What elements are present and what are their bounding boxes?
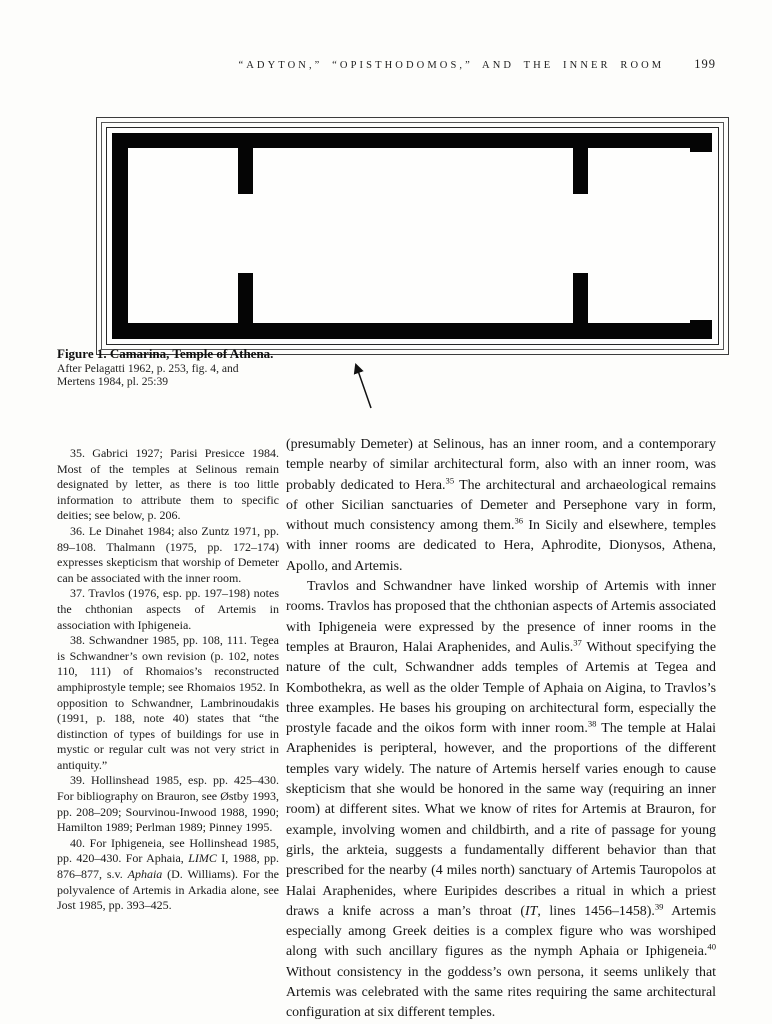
body-paragraph [286, 435, 716, 577]
text-run: 38. Schwandner 1985, pp. 108, 111. Tegea is Schwandner’s own revision (p. 102, notes 110, 111) of Rhomaios’s reconstructed amphiprostyle temple; see Rhomaios 1952. In opposition to Schwandner, Lambrinoudakis (1991, p. 188, note 40) states that “the distinction of types of buildings for use in mystic or regular cult was not very strict in antiquity.” [57, 633, 279, 772]
italic-text: Aphaia [127, 867, 163, 882]
plan-border-middle [101, 122, 724, 350]
text-run: The temple at Halai Araphenides is peripteral, however, and the proportions of the different temples vary widely. The nature of Artemis herself varies enough to cause skepticism that she would be honored in the same way (requiring an inner room) at different sites. What we know of rites for Artemis at Brauron, for example, involving women and childbirth, and a rite of passage for young girls, the arkteia, suggests a fundamentally different behavior than that prescribed for the nearby (4 miles north) sanctuary of Artemis Tauropolos at Halai Araphenides, where Euripides describes a ritual in which a priest draws a knife across a man’s throat ( [286, 721, 716, 919]
footnote [57, 524, 279, 586]
footnote [57, 773, 279, 835]
plan-wall-south [112, 323, 690, 339]
main-text-column [286, 435, 716, 1024]
footnote [57, 836, 279, 914]
plan-crosswall-west-upper [238, 148, 253, 194]
italic-text: LIMC [188, 851, 217, 866]
plan-wall-west [112, 133, 128, 339]
plan-anta-southeast [690, 320, 712, 339]
text-run: Travlos and Schwandner have linked worship of Artemis with inner rooms. Travlos has proposed that the chthonian aspects of Artemis associated with Iphigeneia were expressed by the presence of inner rooms in the temples at Brauron, Halai Araphenides, and Aulis. [286, 579, 716, 655]
plan-crosswall-east-lower [573, 273, 588, 323]
running-head-title: “ADYTON,” “OPISTHODOMOS,” AND THE INNER ROOM [238, 60, 665, 71]
text-run: 40. For Iphigeneia, see Hollinshead 1985, pp. 420–430. For Aphaia, [57, 835, 279, 866]
text-run: 39. Hollinshead 1985, esp. pp. 425–430. For bibliography on Brauron, see Østby 1993, pp. 208–209; Sourvinou-Inwood 1988, 1990; Hamilton 1989; Perlman 1989; Pinney 1995. [57, 773, 279, 835]
plan-wall-north [112, 133, 690, 148]
plan-crosswall-east-upper [573, 148, 588, 194]
figure-caption [57, 346, 327, 389]
plan-anta-northeast [690, 133, 712, 152]
text-run: Without consistency in the goddess’s own persona, it seems unlikely that Artemis was celebrated with the same rites requiring the same architectural configuration at six different temples. [286, 964, 716, 1021]
figure-temple-plan [96, 117, 729, 355]
north-arrow-icon [345, 355, 379, 413]
text-run: Without specifying the nature of the cult, Schwandner adds temples of Artemis at Tegea and Kombothekra, as well as the older Temple of Aphaia on Aigina, to Travlos’s three examples. He bases his grouping on architectural form, especially the prostyle facade and the oikos form with inner room. [286, 639, 716, 737]
text-run: (D. Williams). For the polyvalence of Artemis in Arkadia alone, see Jost 1985, pp. 393–425. [57, 867, 279, 913]
running-head [238, 57, 716, 72]
page-number: 199 [694, 57, 716, 71]
text-run: I, 1988, pp. 876–877, s.v. [57, 851, 279, 882]
text-run: , lines 1456–1458). [537, 903, 655, 919]
footnote [57, 633, 279, 773]
footnote [57, 586, 279, 633]
body-paragraph [286, 577, 716, 1024]
text-run: In Sicily and elsewhere, temples with inner rooms are dedicated to Hera, Aphrodite, Dionysos, Athena, Apollo, and Artemis. [286, 518, 716, 574]
text-run: 35. Gabrici 1927; Parisi Presicce 1984. Most of the temples at Selinous remain designated by letter, as there is too little information to attribute them to specific deities; see below, p. 206. [57, 446, 279, 523]
footnote-ref: 35 [445, 474, 455, 485]
figure-caption-source-line1: After Pelagatti 1962, p. 253, fig. 4, and [57, 361, 239, 375]
figure-caption-title: Figure 1. Camarina, Temple of Athena. [57, 346, 274, 361]
text-run: 36. Le Dinahet 1984; also Zuntz 1971, pp. 89–108. Thalmann (1975, pp. 172–174) expresses skepticism that worship of Demeter can be associated with the inner room. [57, 523, 279, 585]
footnote-ref: 37 [573, 637, 582, 648]
plan-border-inner [106, 127, 719, 345]
plan-crosswall-west-lower [238, 273, 253, 323]
text-run: (presumably Demeter) at Selinous, has an inner room, and a contemporary temple nearby of similar architectural form, also with an inner room, was probably dedicated to Hera. [286, 437, 716, 493]
text-run: The architectural and archaeological remains of other Sicilian sanctuaries of Demeter and Persephone vary in form, without much consistency among them. [286, 477, 716, 534]
text-run: Artemis especially among Greek deities is a complex figure who was worshiped along with such ancillary figures as the nymph Aphaia or Iphigeneia. [286, 903, 716, 960]
figure-caption-source-line2: Mertens 1984, pl. 25:39 [57, 375, 169, 389]
footnote-ref: 38 [587, 718, 597, 729]
footnote-ref: 39 [654, 901, 664, 912]
footnote-ref: 40 [707, 941, 716, 952]
italic-text: IT [524, 903, 538, 919]
footnote [57, 446, 279, 524]
text-run: 37. Travlos (1976, esp. pp. 197–198) notes the chthonian aspects of Artemis in association with Iphigeneia. [57, 586, 279, 632]
footnotes-column [57, 446, 279, 914]
footnote-ref: 36 [514, 515, 524, 526]
